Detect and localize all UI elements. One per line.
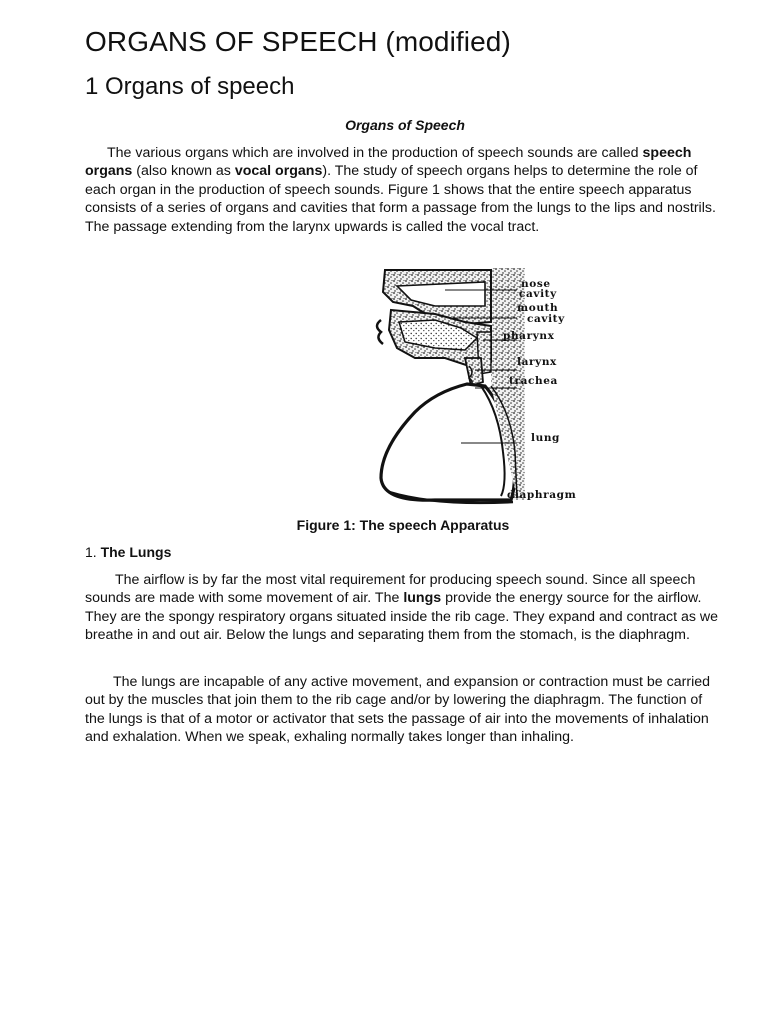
lungs-paragraph-1	[85, 571, 725, 645]
label-lung: lung	[531, 432, 560, 444]
lungs-p1-text-1: The airflow is by far the most vital requirement for producing speech sound. Since all speech sounds are made with some movement of air. The	[85, 572, 696, 607]
subtitle: Organs of Speech	[345, 117, 465, 133]
larynx-shape	[465, 358, 483, 386]
intro-text-3: ). The study of speech organs helps to determine the role of each organ in the production of speech sounds. Figure 1 shows that the entire speech apparatus consists of a series of organs and cavities that form a passage from the lungs to the lips and nostrils. The passage extending from the larynx upwards is called the vocal tract.	[85, 163, 716, 235]
figure-caption: Figure 1: The speech Apparatus	[296, 517, 510, 533]
intro-text-2: (also known as	[132, 163, 235, 180]
lungs-heading	[85, 544, 171, 560]
label-mouth-cavity: cavity	[527, 313, 565, 325]
page-title: ORGANS OF SPEECH (modified)	[85, 26, 511, 57]
intro-paragraph	[85, 144, 725, 236]
label-nose: nose	[521, 278, 551, 290]
intro-text-1: The various organs which are involved in the production of speech sounds are called	[107, 145, 643, 161]
term-lungs: lungs	[403, 590, 442, 607]
term-vocal-organs: vocal organs	[234, 163, 323, 180]
lungs-heading-text: The Lungs	[100, 544, 172, 560]
label-mouth: mouth	[517, 302, 559, 314]
label-larynx: larynx	[517, 356, 557, 368]
lips-shape	[377, 320, 383, 344]
figure-labels	[503, 262, 629, 510]
label-diaphragm: diaphragm	[507, 489, 577, 501]
label-pharynx: pharynx	[503, 330, 555, 342]
term-speech-organs: speech organs	[85, 145, 692, 180]
lungs-heading-number: 1.	[85, 544, 97, 560]
label-nose-cavity: cavity	[519, 288, 557, 300]
section-heading: 1 Organs of speech	[85, 73, 295, 100]
speech-apparatus-illustration	[285, 262, 525, 510]
label-trachea: trachea	[509, 375, 558, 387]
lungs-p1-text-2: provide the energy source for the airflow. They are the spongy respiratory organs situated inside the rib cage. They expand and contract as we breathe in and out air. Below the lungs and separating them from the stomach, is the diaphragm.	[85, 590, 719, 644]
lung-outline	[381, 384, 515, 500]
speech-apparatus-figure	[285, 262, 577, 510]
lungs-paragraph-2: The lungs are incapable of any active movement, and expansion or contraction must be carried out by the muscles that join them to the rib cage and/or by lowering the diaphragm. The function of the lungs is that of a motor or activator that sets the passage of air into the movements of inhalation and exhalation. When we speak, exhaling normally takes longer than inhaling.	[85, 674, 710, 746]
